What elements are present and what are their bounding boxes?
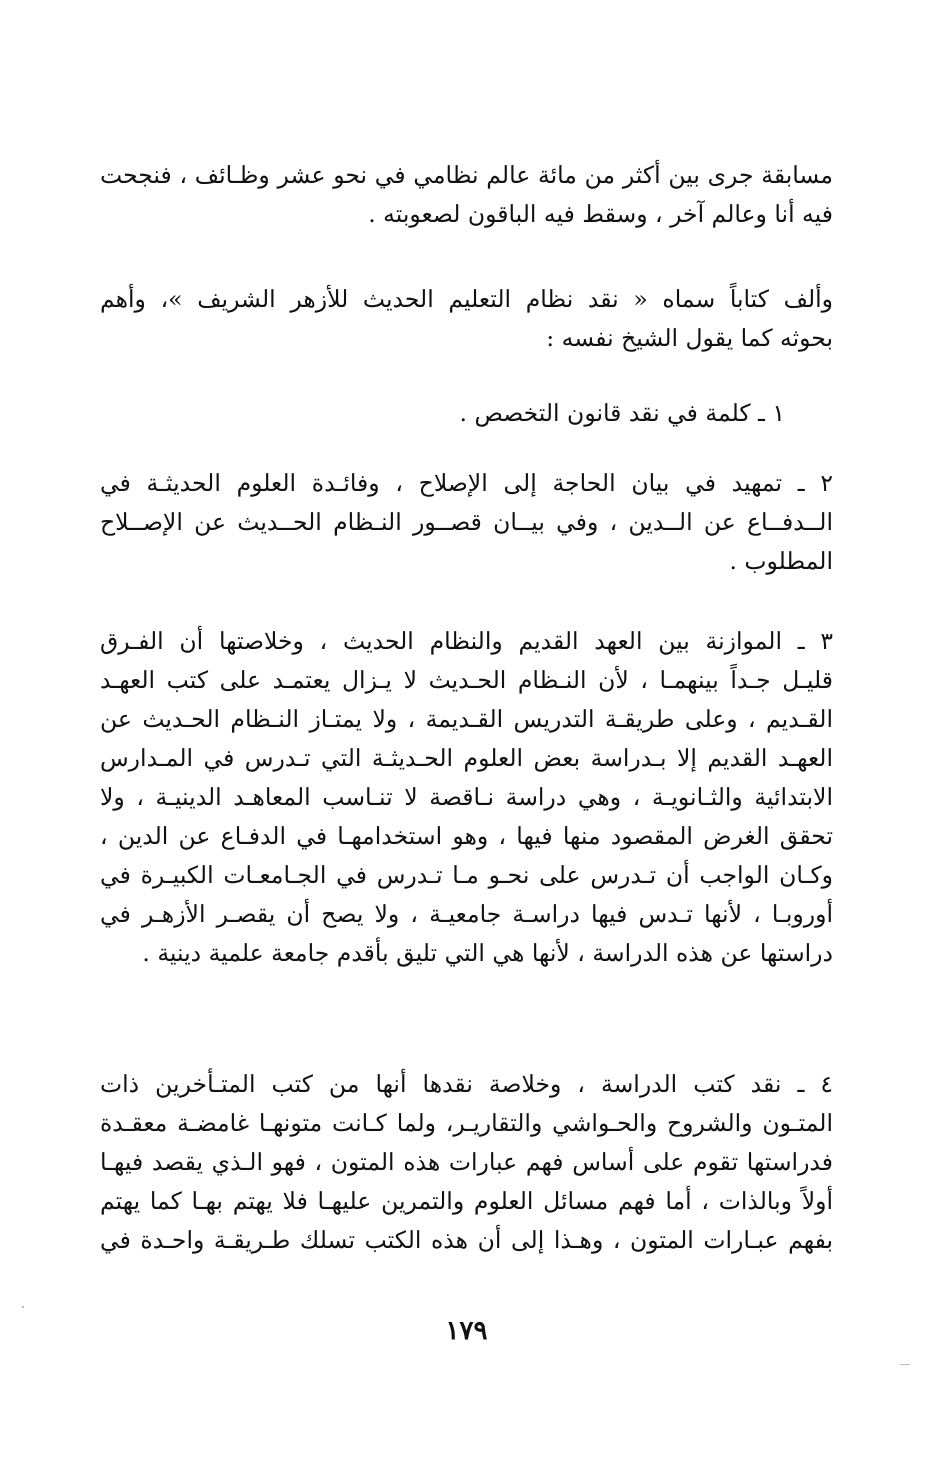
text-line: تحقق الغرض المقصود منها فيها ، وهو استخدامهـا في الدفـاع عن الدين ، [100,822,833,850]
scan-speck [900,1364,910,1365]
text-line: المتـون والشروح والحـواشي والتقاريـر، ولما كـانت متونهـا غامضـة معقـدة [100,1109,833,1137]
text-line: فيه أنا وعالم آخر ، وسقط فيه الباقون لصعوبته . [368,200,833,228]
text-line: القـديم ، وعلى طريقـة التدريس القـديمة ، ولا يمتـاز النـظام الحـديث عن [100,705,833,733]
text-line: فدراستها تقوم على أساس فهم عبارات هذه المتون ، فهو الـذي يقصد فيهـا [100,1148,833,1176]
paragraph-item-3 [100,622,833,973]
paragraph-item-4 [100,1065,833,1260]
text-line: المطلوب . [729,547,833,575]
text-line: مسابقة جرى بين أكثر من مائة عالم نظامي في نحو عشر وظـائف ، فنجحت [100,161,833,189]
text-line: أوروبـا ، لأنها تـدس فيها دراسـة جامعيـة ، ولا يصح أن يقصـر الأزهـر في [100,900,833,928]
text-line: أولاً وبالذات ، أما فهم مسائل العلوم والتمرين عليهـا فلا يهتم بهـا كما يهتم [100,1187,833,1215]
text-line: بحوثه كما يقول الشيخ نفسه : [546,324,833,352]
text-line: بفهم عبـارات المتون ، وهـذا إلى أن هذه الكتب تسلك طـريقـة واحـدة في [100,1226,833,1254]
text-line: وألف كتاباً سماه « نقد نظام التعليم الحديث للأزهر الشريف »، وأهم [100,285,833,313]
text-line: دراستها عن هذه الدراسة ، لأنها هي التي تليق بأقدم جامعة علمية دينية . [142,939,833,967]
text-line: الابتدائية والثـانويـة ، وهي دراسة نـاقصة لا تنـاسب المعاهـد الدينيـة ، ولا [100,783,833,811]
text-line: وكـان الواجب أن تـدرس على نحـو مـا تـدرس في الجـامعـات الكبيـرة في [100,861,833,889]
text-line: ٣ ـ الموازنة بين العهد القديم والنظام الحديث ، وخلاصتها أن الفـرق [100,627,833,655]
text-line: ٢ ـ تمهيد في بيان الحاجة إلى الإصلاح ، وفائـدة العلوم الحديثـة في [100,469,833,497]
text-line: ٤ ـ نقد كتب الدراسة ، وخلاصة نقدها أنها من كتب المتـأخرين ذات [100,1070,833,1098]
text-line: الــدفــاع عن الــدين ، وفي بيــان قصــور النـظام الحــديث عن الإصــلاح [100,508,833,536]
text-line: قليـل جـداً بينهمـا ، لأن النـظام الحـديث لا يـزال يعتمـد على كتب العهـد [100,666,833,694]
scan-speck [22,1306,24,1308]
paragraph-item-1 [100,394,833,433]
paragraph-item-2 [100,464,833,581]
paragraph-intro [100,156,833,234]
page-number: ١٧٩ [445,1316,488,1346]
text-line: العهـد القديم إلا بـدراسة بعض العلوم الحـديثـة التي تـدرس في المـدارس [100,744,833,772]
text-line: ١ ـ كلمة في نقد قانون التخصص . [459,399,785,427]
paragraph-book [100,280,833,358]
